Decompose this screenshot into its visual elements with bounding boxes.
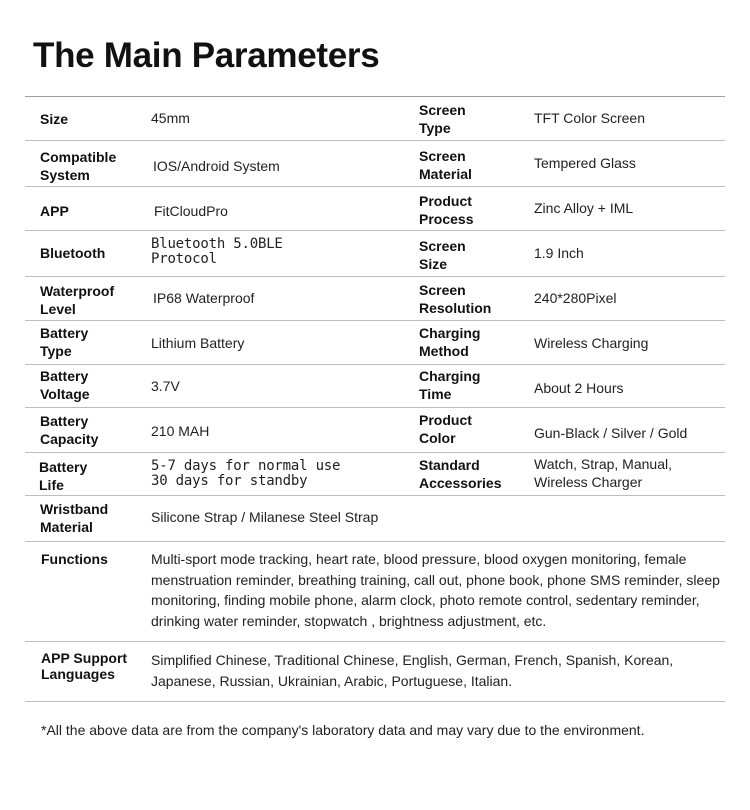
row-battery-life-label: Battery Life bbox=[39, 459, 88, 493]
row-divider bbox=[25, 541, 725, 542]
row-divider bbox=[25, 452, 725, 453]
row-battery-life-value: 5-7 days for normal use 30 days for standby bbox=[151, 458, 341, 489]
row-divider bbox=[25, 276, 725, 277]
row-waterproof-label: Waterproof Level bbox=[40, 283, 115, 317]
row-bluetooth-value: Bluetooth 5.0BLE Protocol bbox=[151, 236, 283, 267]
functions-label: Functions bbox=[41, 551, 108, 567]
row-app-label: APP bbox=[40, 203, 69, 219]
row-charging-method-value: Wireless Charging bbox=[534, 335, 649, 351]
row-product-color-label: Product Color bbox=[419, 412, 472, 446]
row-screen-material-value: Tempered Glass bbox=[534, 155, 636, 171]
row-screen-size-label: Screen Size bbox=[419, 238, 466, 272]
row-battery-voltage-label: Battery Voltage bbox=[40, 368, 90, 402]
row-divider bbox=[25, 701, 725, 702]
row-wristband-material-value: Silicone Strap / Milanese Steel Strap bbox=[151, 509, 379, 525]
row-product-process-value: Zinc Alloy + IML bbox=[534, 200, 634, 216]
row-screen-resolution-value: 240*280Pixel bbox=[534, 290, 617, 306]
row-compatible-system-label: Compatible System bbox=[40, 149, 117, 183]
row-product-process-label: Product Process bbox=[419, 193, 474, 227]
row-divider bbox=[25, 140, 725, 141]
row-divider bbox=[25, 495, 725, 496]
row-screen-resolution-label: Screen Resolution bbox=[419, 282, 492, 316]
row-divider bbox=[25, 407, 725, 408]
row-divider bbox=[25, 364, 725, 365]
row-charging-method-label: Charging Method bbox=[419, 325, 481, 359]
row-product-color-value: Gun-Black / Silver / Gold bbox=[534, 425, 688, 441]
row-divider bbox=[25, 230, 725, 231]
page-title: The Main Parameters bbox=[33, 36, 380, 75]
functions-text: Multi-sport mode tracking, heart rate, blood pressure, blood oxygen monitoring, female menstruation reminder, breathing training, call out, phone book, phone SMS reminder, sleep monitoring, finding mobile phone, alarm clock, photo remote control, sedentary reminder, drinking water reminder, stopwatch , brightness adjustment, etc. bbox=[151, 551, 720, 630]
row-screen-material-label: Screen Material bbox=[419, 148, 472, 182]
row-standard-accessories-label: Standard Accessories bbox=[419, 457, 502, 491]
row-charging-time-value: About 2 Hours bbox=[534, 380, 624, 396]
languages-label: APP Support Languages bbox=[41, 650, 128, 682]
row-charging-time-label: Charging Time bbox=[419, 368, 481, 402]
row-bluetooth-label: Bluetooth bbox=[40, 245, 106, 261]
row-battery-type-value: Lithium Battery bbox=[151, 335, 245, 351]
row-battery-voltage-value: 3.7V bbox=[151, 378, 180, 394]
row-screen-type-label: Screen Type bbox=[419, 102, 466, 136]
languages-text: Simplified Chinese, Traditional Chinese, English, German, French, Spanish, Korean, Japanese, Russian, Ukrainian, Arabic, Portuguese, Italian. bbox=[151, 652, 674, 689]
row-battery-capacity-label: Battery Capacity bbox=[40, 413, 99, 447]
row-battery-capacity-value: 210 MAH bbox=[151, 423, 210, 439]
row-waterproof-value: IP68 Waterproof bbox=[153, 290, 255, 306]
row-size-value: 45mm bbox=[151, 110, 190, 126]
row-wristband-material-label: Wristband Material bbox=[40, 501, 109, 535]
footnote: *All the above data are from the company's laboratory data and may vary due to the environment. bbox=[41, 722, 645, 738]
row-divider bbox=[25, 641, 725, 642]
table-top-divider bbox=[25, 96, 725, 97]
row-battery-type-label: Battery Type bbox=[40, 325, 89, 359]
row-screen-type-value: TFT Color Screen bbox=[534, 110, 645, 126]
row-app-value: FitCloudPro bbox=[154, 203, 228, 219]
row-size-label: Size bbox=[40, 111, 69, 127]
row-screen-size-value: 1.9 Inch bbox=[534, 245, 584, 261]
row-divider bbox=[25, 320, 725, 321]
row-divider bbox=[25, 186, 725, 187]
row-compatible-system-value: IOS/Android System bbox=[153, 158, 280, 174]
row-standard-accessories-value: Watch, Strap, Manual, Wireless Charger bbox=[534, 456, 672, 490]
